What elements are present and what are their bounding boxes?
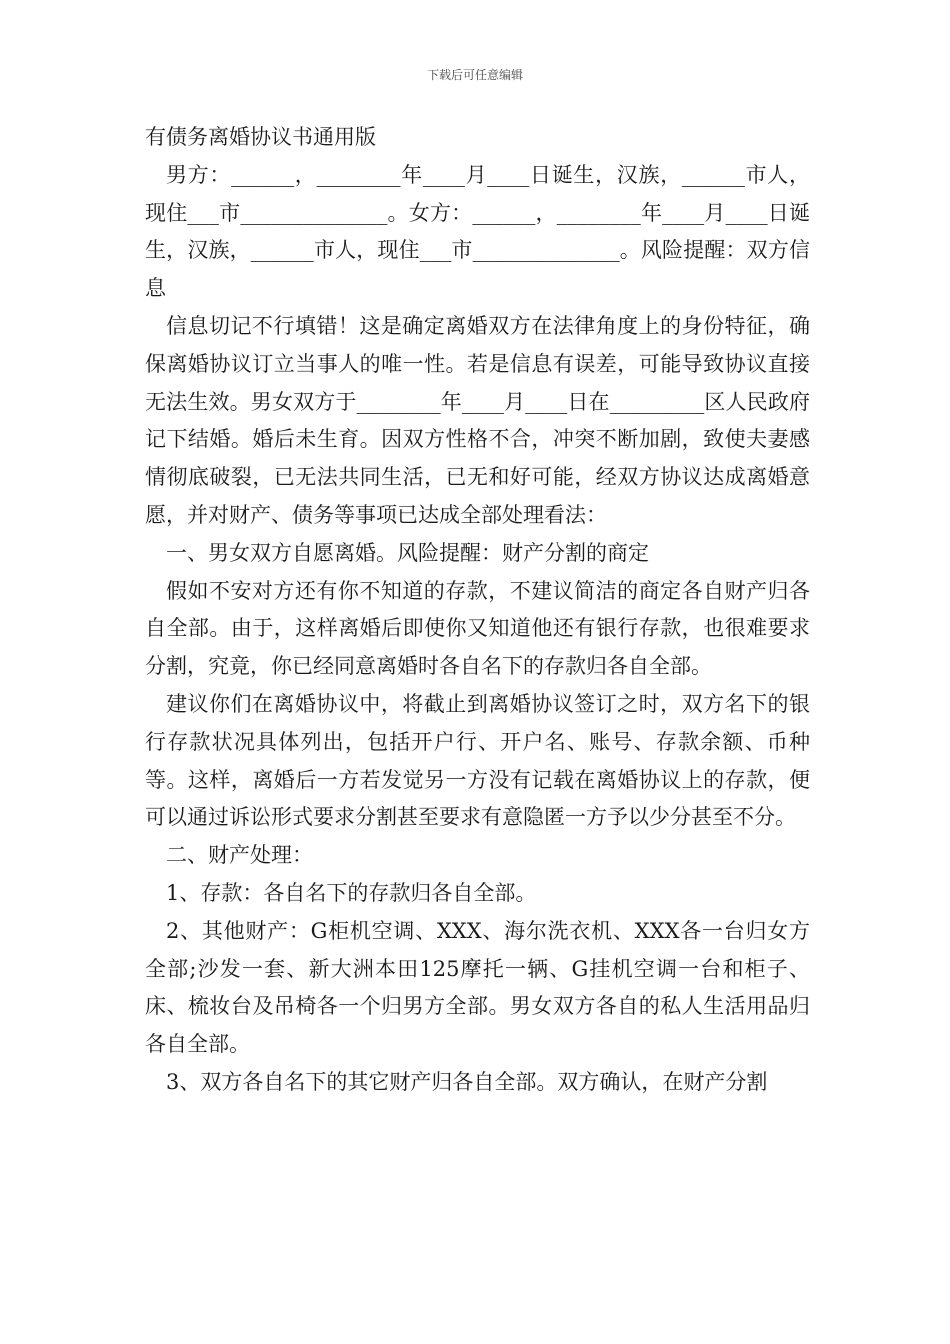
paragraph-marriage-info: 信息切记不行填错！这是确定离婚双方在法律角度上的身份特征，确保离婚协议订立当事人的唯一性。若是信息有误差，可能导致协议直接无法生效。男女双方于________年____月____日在_________区人民政府记下结婚。婚后未生育。因双方性格不合，冲突不断加剧，致使夫妻感情彻底破裂，已无法共同生活，已无和好可能，经双方协议达成离婚意愿，并对财产、债务等事项已达成全部处理看法： bbox=[145, 313, 810, 527]
paragraph-deposit-risk: 假如不安对方还有你不知道的存款，不建议简洁的商定各自财产归各自全部。由于，这样离婚后即使你又知道他还有银行存款，也很难要求分割，究竟，你已经同意离婚时各自名下的存款归各自全部。 bbox=[145, 578, 810, 679]
document-title: 有债务离婚协议书通用版 bbox=[145, 125, 376, 149]
document-body bbox=[145, 119, 810, 1102]
paragraph-party-info: 男方：______，________年____月____日诞生，汉族，______市人，现住___市______________。女方：______，________年____月____日诞生，汉族，______市人，现住___市______________。风险提醒：双方信息 bbox=[145, 162, 810, 301]
paragraph-item-1: 1、存款：各自名下的存款归各自全部。 bbox=[166, 880, 537, 905]
paragraph-section-two: 二、财产处理： bbox=[166, 843, 313, 868]
paragraph-item-3: 3、双方各自名下的其它财产归各自全部。双方确认，在财产分割 bbox=[166, 1069, 768, 1094]
page-header: 下载后可任意编辑 bbox=[426, 68, 523, 82]
paragraph-deposit-advice: 建议你们在离婚协议中，将截止到离婚协议签订之时，双方名下的银行存款状况具体列出，包括开户行、开户名、账号、存款余额、币种等。这样，离婚后一方若发觉另一方没有记载在离婚协议上的存款，便可以通过诉讼形式要求分割甚至要求有意隐匿一方予以少分甚至不分。 bbox=[145, 691, 810, 830]
paragraph-item-2: 2、其他财产：G柜机空调、XXX、海尔洗衣机、XXX各一台归女方全部;沙发一套、新大洲本田125摩托一辆、G挂机空调一台和柜子、床、梳妆台及吊椅各一个归男方全部。男女双方各自的私人生活用品归各自全部。 bbox=[145, 918, 810, 1057]
paragraph-section-one: 一、男女双方自愿离婚。风险提醒：财产分割的商定 bbox=[166, 540, 649, 565]
